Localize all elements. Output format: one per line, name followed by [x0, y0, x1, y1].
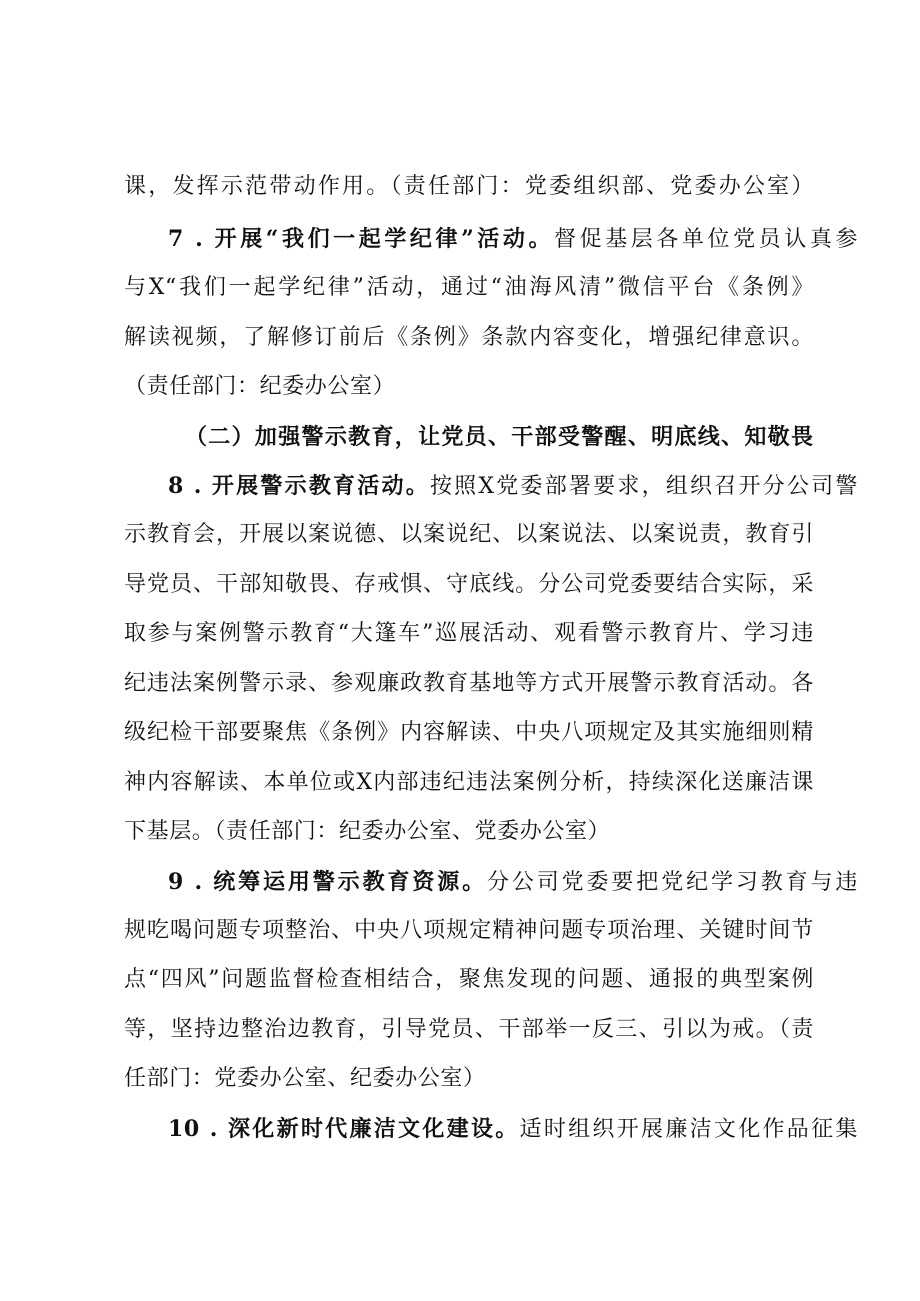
item-8-line-5: 纪违法案例警示录、参观廉政教育基地等方式开展警示教育活动。各	[124, 671, 814, 696]
item-9-line-2: 规吃喝问题专项整治、中央八项规定精神问题专项治理、关键时间节	[124, 918, 814, 943]
item-8-line-2: 示教育会，开展以案说德、以案说纪、以案说法、以案说责，教育引	[124, 522, 814, 547]
item-8-responsible-dept: 下基层。（责任部门：纪委办公室、党委办公室）	[124, 819, 611, 844]
item-7-responsible-dept: （责任部门：纪委办公室）	[124, 374, 396, 399]
item-8-first-line	[168, 471, 858, 502]
item-10-heading: 10 . 深化新时代廉洁文化建设。	[168, 1116, 520, 1142]
item-9-text-start: 分公司党委要把党纪学习教育与违	[487, 870, 858, 895]
item-8-line-6: 级纪检干部要聚焦《条例》内容解读、中央八项规定及其实施细则精	[124, 720, 814, 745]
item-9-heading: 9 . 统筹运用警示教育资源。	[168, 869, 487, 895]
item-8-line-3: 导党员、干部知敬畏、存戒惧、守底线。分公司党委要结合实际，采	[124, 572, 814, 597]
item-9-line-4: 等，坚持边整治边教育，引导党员、干部举一反三、引以为戒。（责	[124, 1017, 814, 1042]
item-8-heading: 8 . 开展警示教育活动。	[168, 473, 430, 499]
item-8-text-start: 按照X党委部署要求，组织召开分公司警	[429, 474, 858, 499]
item-8-line-4: 取参与案例警示教育“大篷车”巡展活动、观看警示教育片、学习违	[124, 621, 814, 646]
item-10-text-start: 适时组织开展廉洁文化作品征集	[519, 1117, 858, 1142]
paragraph-6-tail-line: 课，发挥示范带动作用。（责任部门：党委组织部、党委办公室）	[124, 174, 814, 199]
item-8-line-7: 神内容解读、本单位或X内部违纪违法案例分析，持续深化送廉洁课	[124, 770, 814, 795]
item-9-line-3: 点“四风”问题监督检查相结合，聚焦发现的问题、通报的典型案例	[124, 967, 814, 992]
item-7-line-3: 解读视频，了解修订前后《条例》条款内容变化，增强纪律意识。	[124, 325, 814, 350]
item-7-line-2: 与X“我们一起学纪律”活动，通过“油海风清”微信平台《条例》	[124, 275, 814, 300]
item-7-text-start: 督促基层各单位党员认真参	[554, 227, 858, 252]
item-9-responsible-dept: 任部门：党委办公室、纪委办公室）	[124, 1066, 486, 1091]
item-10-first-line	[168, 1114, 858, 1145]
item-7-first-line	[168, 224, 858, 255]
item-7-heading: 7 . 开展“我们一起学纪律”活动。	[168, 226, 555, 252]
item-9-first-line	[168, 867, 858, 898]
section-2-heading: （二）加强警示教育，让党员、干部受警醒、明底线、知敬畏	[185, 424, 814, 450]
